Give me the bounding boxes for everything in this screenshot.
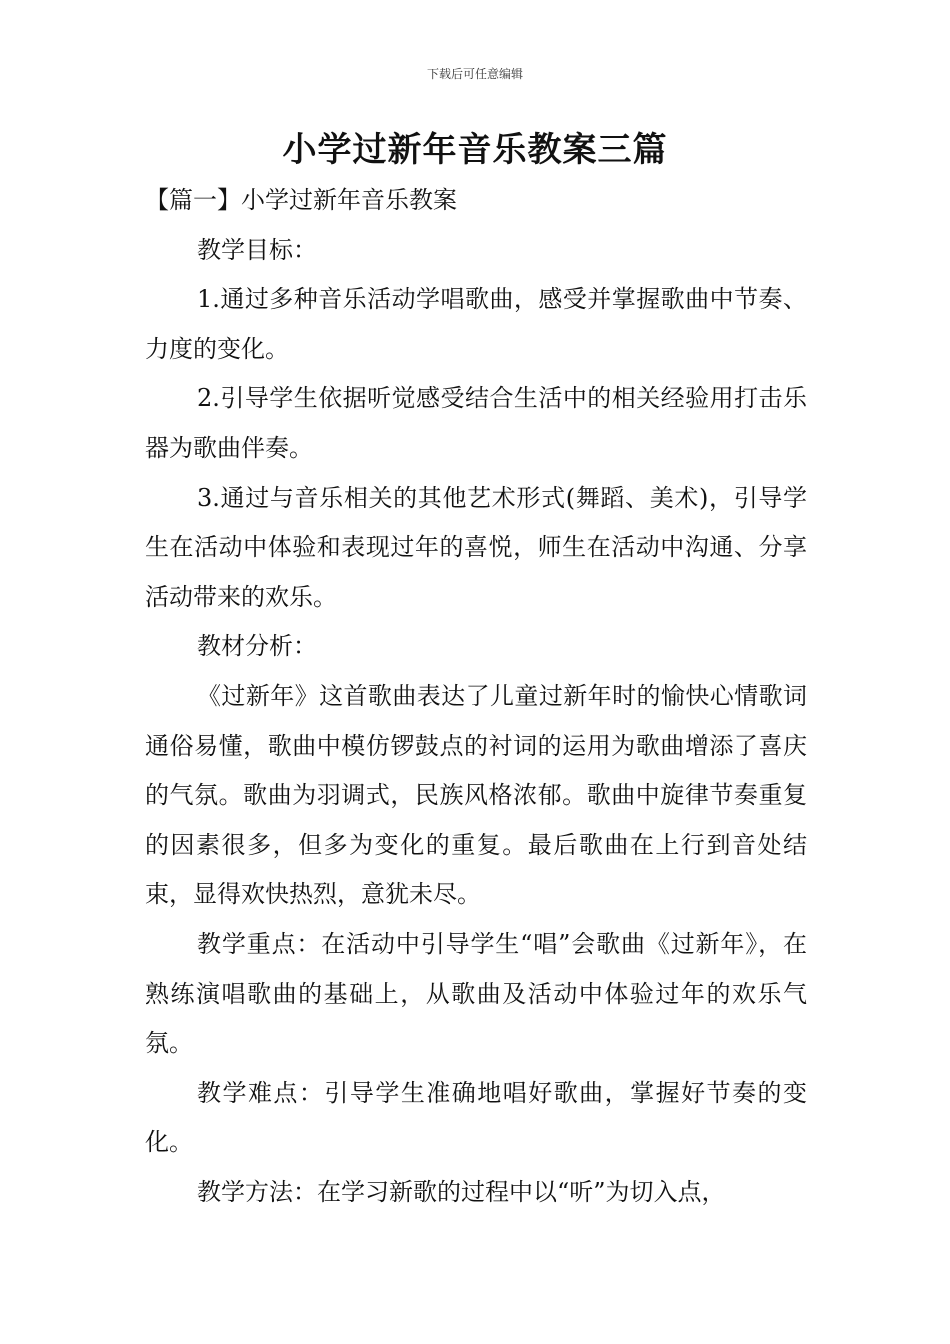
section-heading: 【篇一】小学过新年音乐教案 xyxy=(145,186,457,214)
paragraph-goal-2: 2.引导学生依据听觉感受结合生活中的相关经验用打击乐器为歌曲伴奏。 xyxy=(145,384,807,462)
paragraph-teaching-focus: 教学重点：在活动中引导学生“唱”会歌曲《过新年》，在熟练演唱歌曲的基础上，从歌曲及活动中体验过年的欢乐气氛。 xyxy=(145,929,807,1058)
paragraph-material-analysis-heading: 教材分析： xyxy=(197,632,317,661)
paragraph-teaching-difficulty: 教学难点：引导学生准确地唱好歌曲，掌握好节奏的变化。 xyxy=(145,1078,807,1157)
paragraph-teaching-goals-heading: 教学目标： xyxy=(197,235,317,264)
paragraph-teaching-method: 教学方法：在学习新歌的过程中以“听”为切入点， xyxy=(197,1177,726,1206)
document-body xyxy=(145,176,807,1217)
header-note: 下载后可任意编辑 xyxy=(426,67,523,81)
paragraph-goal-1: 1.通过多种音乐活动学唱歌曲，感受并掌握歌曲中节奏、力度的变化。 xyxy=(145,285,807,363)
document-title: 小学过新年音乐教案三篇 xyxy=(282,130,668,170)
paragraph-goal-3: 3.通过与音乐相关的其他艺术形式(舞蹈、美术)，引导学生在活动中体验和表现过年的喜悦，师生在活动中沟通、分享活动带来的欢乐。 xyxy=(145,483,807,611)
paragraph-material-analysis: 《过新年》这首歌曲表达了儿童过新年时的愉快心情歌词通俗易懂，歌曲中模仿锣鼓点的衬词的运用为歌曲增添了喜庆的气氛。歌曲为羽调式，民族风格浓郁。歌曲中旋律节奏重复的因素很多，但多为变化的重复。最后歌曲在上行到音处结束，显得欢快热烈，意犹未尽。 xyxy=(145,681,807,909)
